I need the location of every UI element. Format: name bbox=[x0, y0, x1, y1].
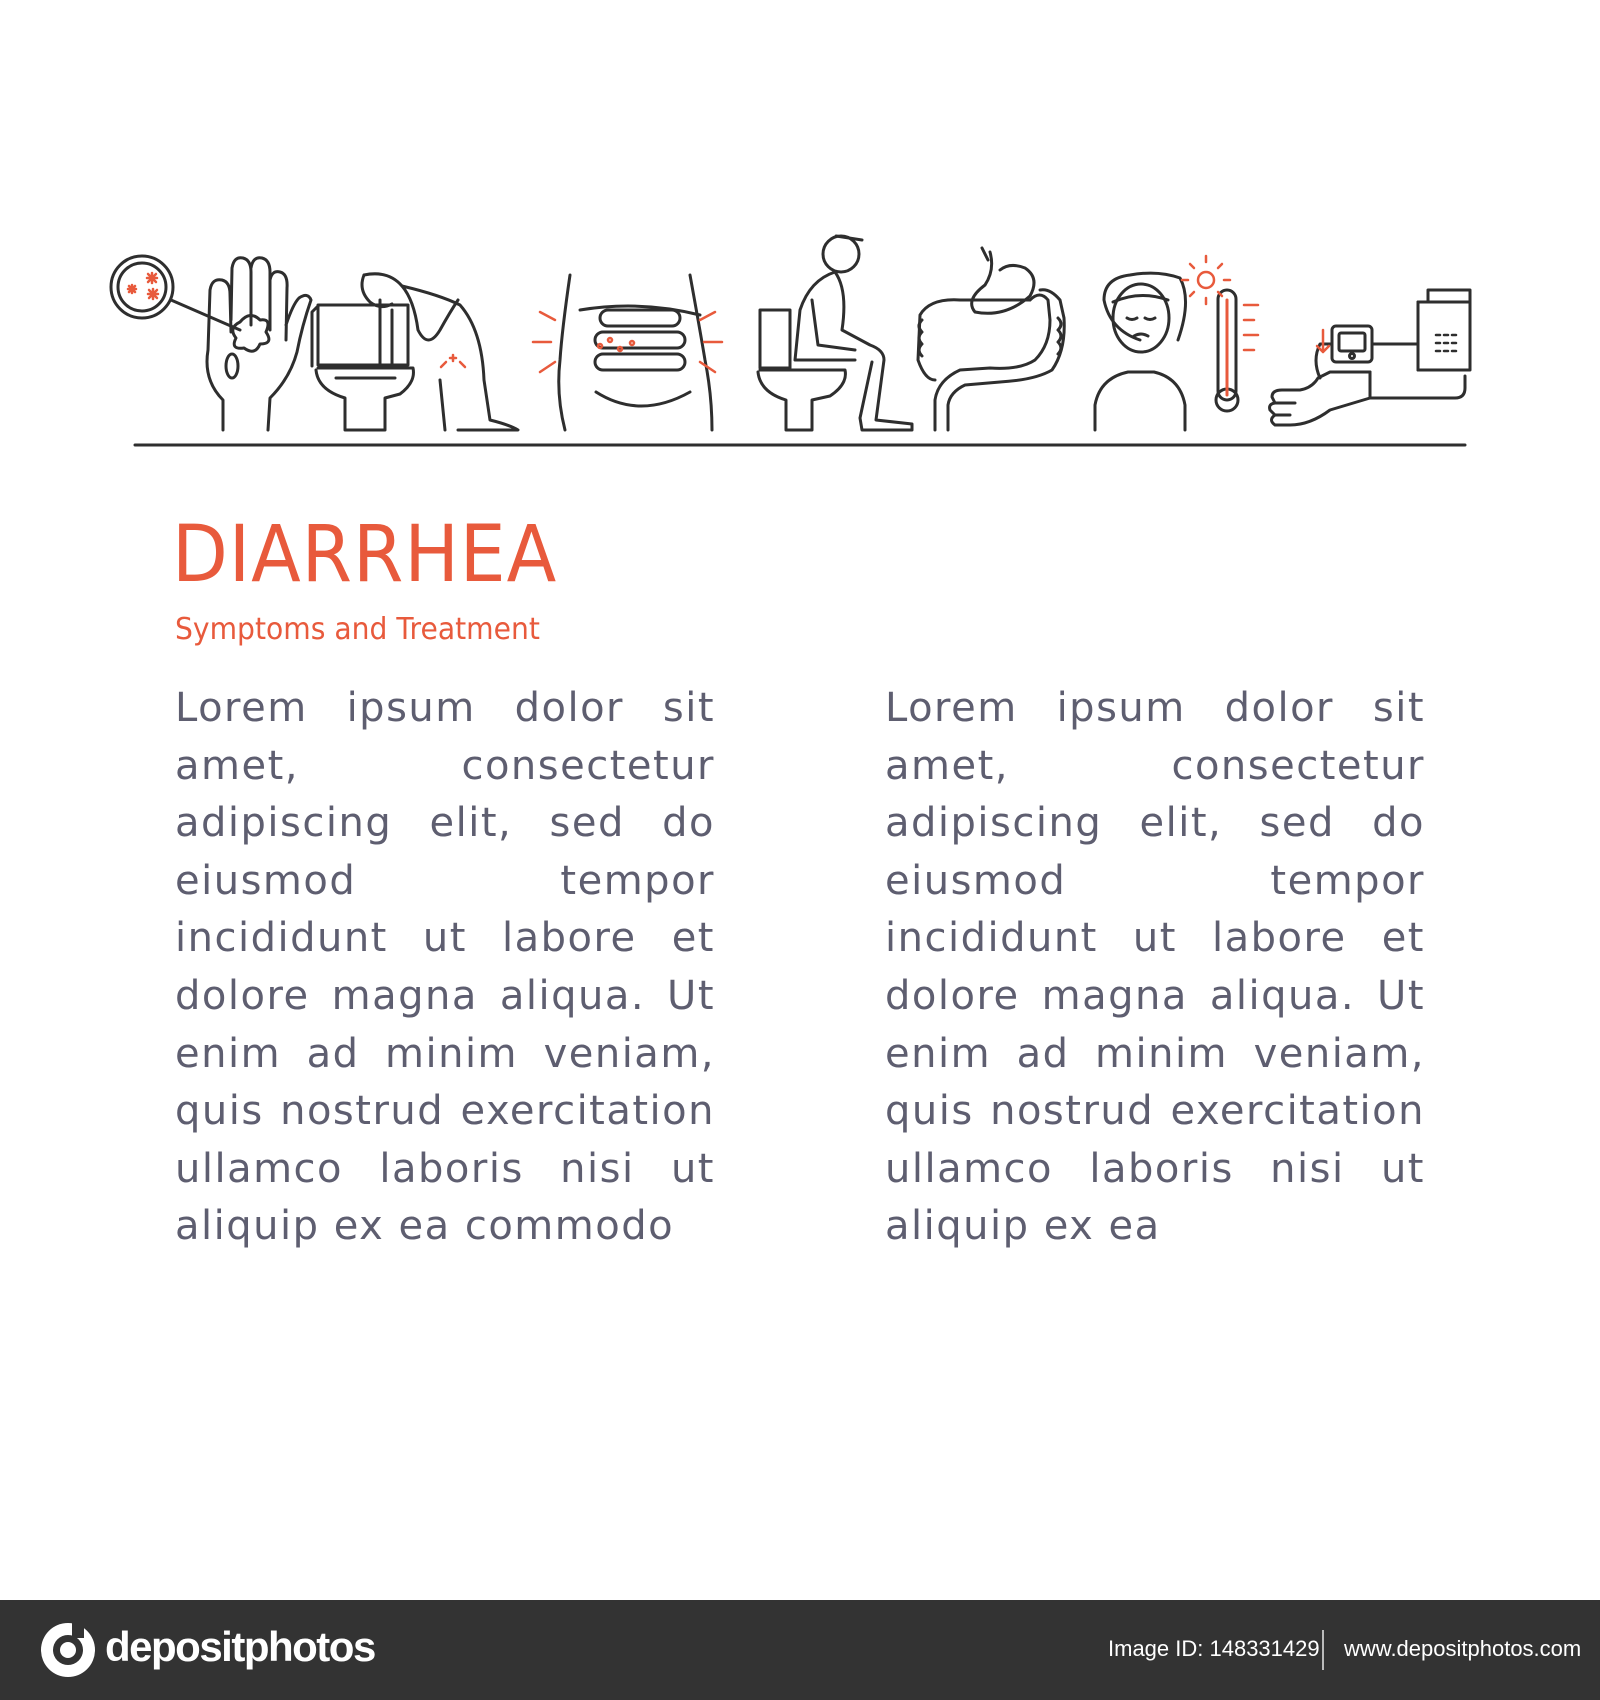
blood-pressure-monitor-icon bbox=[1270, 290, 1470, 425]
page-title: DIARRHEA bbox=[172, 510, 558, 600]
digestive-tract-icon bbox=[918, 248, 1064, 430]
brand-name: depositphotos bbox=[105, 1623, 375, 1670]
germ-hand-icon bbox=[111, 256, 311, 430]
body-text-left: Lorem ipsum dolor sit amet, consectetur adipiscing elit, sed do eiusmod tempor incididunt ut labore et dolore magna aliqua. Ut enim ad minim veniam, quis nostrud exercitation ullamco laboris nisi ut aliquip ex ea commodo bbox=[175, 685, 715, 1250]
image-id: Image ID: 148331429 bbox=[1108, 1636, 1320, 1661]
depositphotos-logo-icon bbox=[38, 1620, 98, 1680]
abdominal-pain-icon bbox=[533, 275, 722, 430]
footer-bar bbox=[0, 1600, 1600, 1700]
fever-thermometer-icon bbox=[1182, 256, 1258, 411]
man-on-toilet-icon bbox=[758, 236, 912, 430]
site-url[interactable]: www.depositphotos.com bbox=[1344, 1636, 1582, 1661]
sad-face-icon bbox=[1095, 273, 1186, 430]
symptom-icons-strip bbox=[0, 0, 1600, 470]
body-text-right: Lorem ipsum dolor sit amet, consectetur adipiscing elit, sed do eiusmod tempor incididunt ut labore et dolore magna aliqua. Ut enim ad minim veniam, quis nostrud exercitation ullamco laboris nisi ut aliquip ex ea bbox=[885, 685, 1425, 1250]
page-subtitle: Symptoms and Treatment bbox=[175, 612, 540, 647]
footer-divider bbox=[1322, 1630, 1324, 1670]
vomiting-woman-icon bbox=[312, 274, 518, 430]
